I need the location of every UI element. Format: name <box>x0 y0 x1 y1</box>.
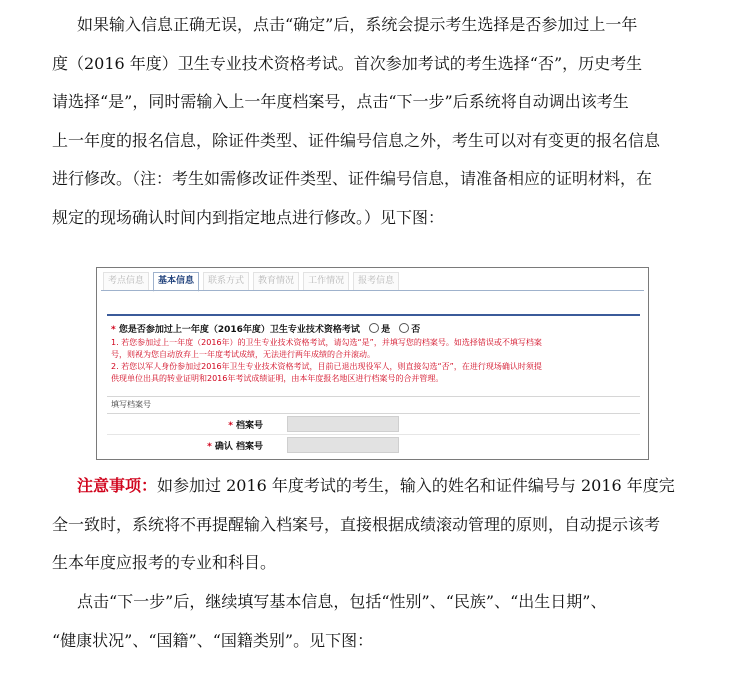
confirm-archive-number-label <box>207 439 263 452</box>
text-line: 生本年度应报考的专业和科目。 <box>52 553 277 572</box>
text-line: 度（2016 年度）卫生专业技术资格考试。首次参加考试的考生选择“否”，历史考生 <box>52 53 643 73</box>
radio-no-label: 否 <box>411 325 421 335</box>
note-line: 2. 若您以军人身份参加过2016年卫生专业技术资格考试，目前已退出现役军人，则直接勾选“否”，在进行现场确认时须提 <box>111 362 542 371</box>
confirm-archive-number-input[interactable] <box>287 437 399 453</box>
notice-title: 注意事项： <box>77 476 158 495</box>
tab-exam-info[interactable]: 报考信息 <box>353 272 399 290</box>
tab-basic-info[interactable]: 基本信息 <box>153 272 199 292</box>
tab-contact[interactable]: 联系方式 <box>203 272 249 290</box>
confirm-archive-number-row <box>107 435 640 455</box>
text-line: “健康状况”、“国籍”、“国籍类别”。见下图： <box>52 630 374 650</box>
embedded-form-screenshot <box>96 267 649 460</box>
required-mark: * <box>228 421 233 431</box>
text-line: 进行修改。（注：考生如需修改证件类型、证件编号信息，请准备相应的证明材料，在 <box>52 169 653 188</box>
required-mark: * <box>111 325 116 335</box>
required-mark: * <box>207 442 212 452</box>
note-line: 供现单位出具的转业证明和2016年考试成绩证明，由本年度报名地区进行档案号的合并管理。 <box>111 374 444 383</box>
tab-exam-site[interactable]: 考点信息 <box>103 272 149 290</box>
notice-text: 如参加过 2016 年度考试的考生，输入的姓名和证件编号与 2016 年度完 <box>157 476 675 495</box>
radio-yes[interactable] <box>369 323 379 333</box>
notice-paragraph <box>52 467 702 583</box>
radio-yes-label: 是 <box>381 325 391 335</box>
tab-divider <box>101 290 644 291</box>
archive-number-label <box>228 418 263 431</box>
text-line: 点击“下一步”后，继续填写基本信息，包括“性别”、“民族”、“出生日期”、 <box>77 592 607 611</box>
radio-no[interactable] <box>399 323 409 333</box>
note-line: 1. 若您参加过上一年度（2016年）的卫生专业技术资格考试，请勾选“是”，并填写您的档案号。如选择错误或不填写档案 <box>111 338 542 347</box>
question-label: 您是否参加过上一年度（2016年度）卫生专业技术资格考试 <box>118 325 360 335</box>
section-header: 填写档案号 <box>107 396 640 414</box>
tab-work[interactable]: 工作情况 <box>303 272 349 290</box>
tab-bar <box>103 272 399 290</box>
text-line: 如果输入信息正确无误，点击“确定”后，系统会提示考生选择是否参加过上一年 <box>77 15 638 34</box>
tab-education[interactable]: 教育情况 <box>253 272 299 290</box>
text-line <box>52 467 702 506</box>
text-line: 规定的现场确认时间内到指定地点进行修改。）见下图： <box>52 207 445 227</box>
note-line: 号，则视为您自动放弃上一年度考试成绩，无法进行两年成绩的合并滚动。 <box>111 350 375 359</box>
archive-number-input[interactable] <box>287 416 399 432</box>
archive-number-row <box>107 414 640 435</box>
previous-exam-question <box>111 322 420 335</box>
field-label-text: 档案号 <box>235 421 263 431</box>
field-label-text: 确认 档案号 <box>214 442 263 452</box>
text-line: 请选择“是”，同时需输入上一年度档案号，点击“下一步”后系统将自动调出该考生 <box>52 92 629 111</box>
intro-paragraph <box>52 6 702 237</box>
instruction-notes <box>111 337 641 385</box>
text-line: 全一致时，系统将不再提醒输入档案号，直接根据成绩滚动管理的原则，自动提示该考 <box>52 514 661 534</box>
outro-paragraph <box>52 583 702 660</box>
text-line: 上一年度的报名信息，除证件类型、证件编号信息之外，考生可以对有变更的报名信息 <box>52 130 661 150</box>
form-panel <box>107 314 640 455</box>
